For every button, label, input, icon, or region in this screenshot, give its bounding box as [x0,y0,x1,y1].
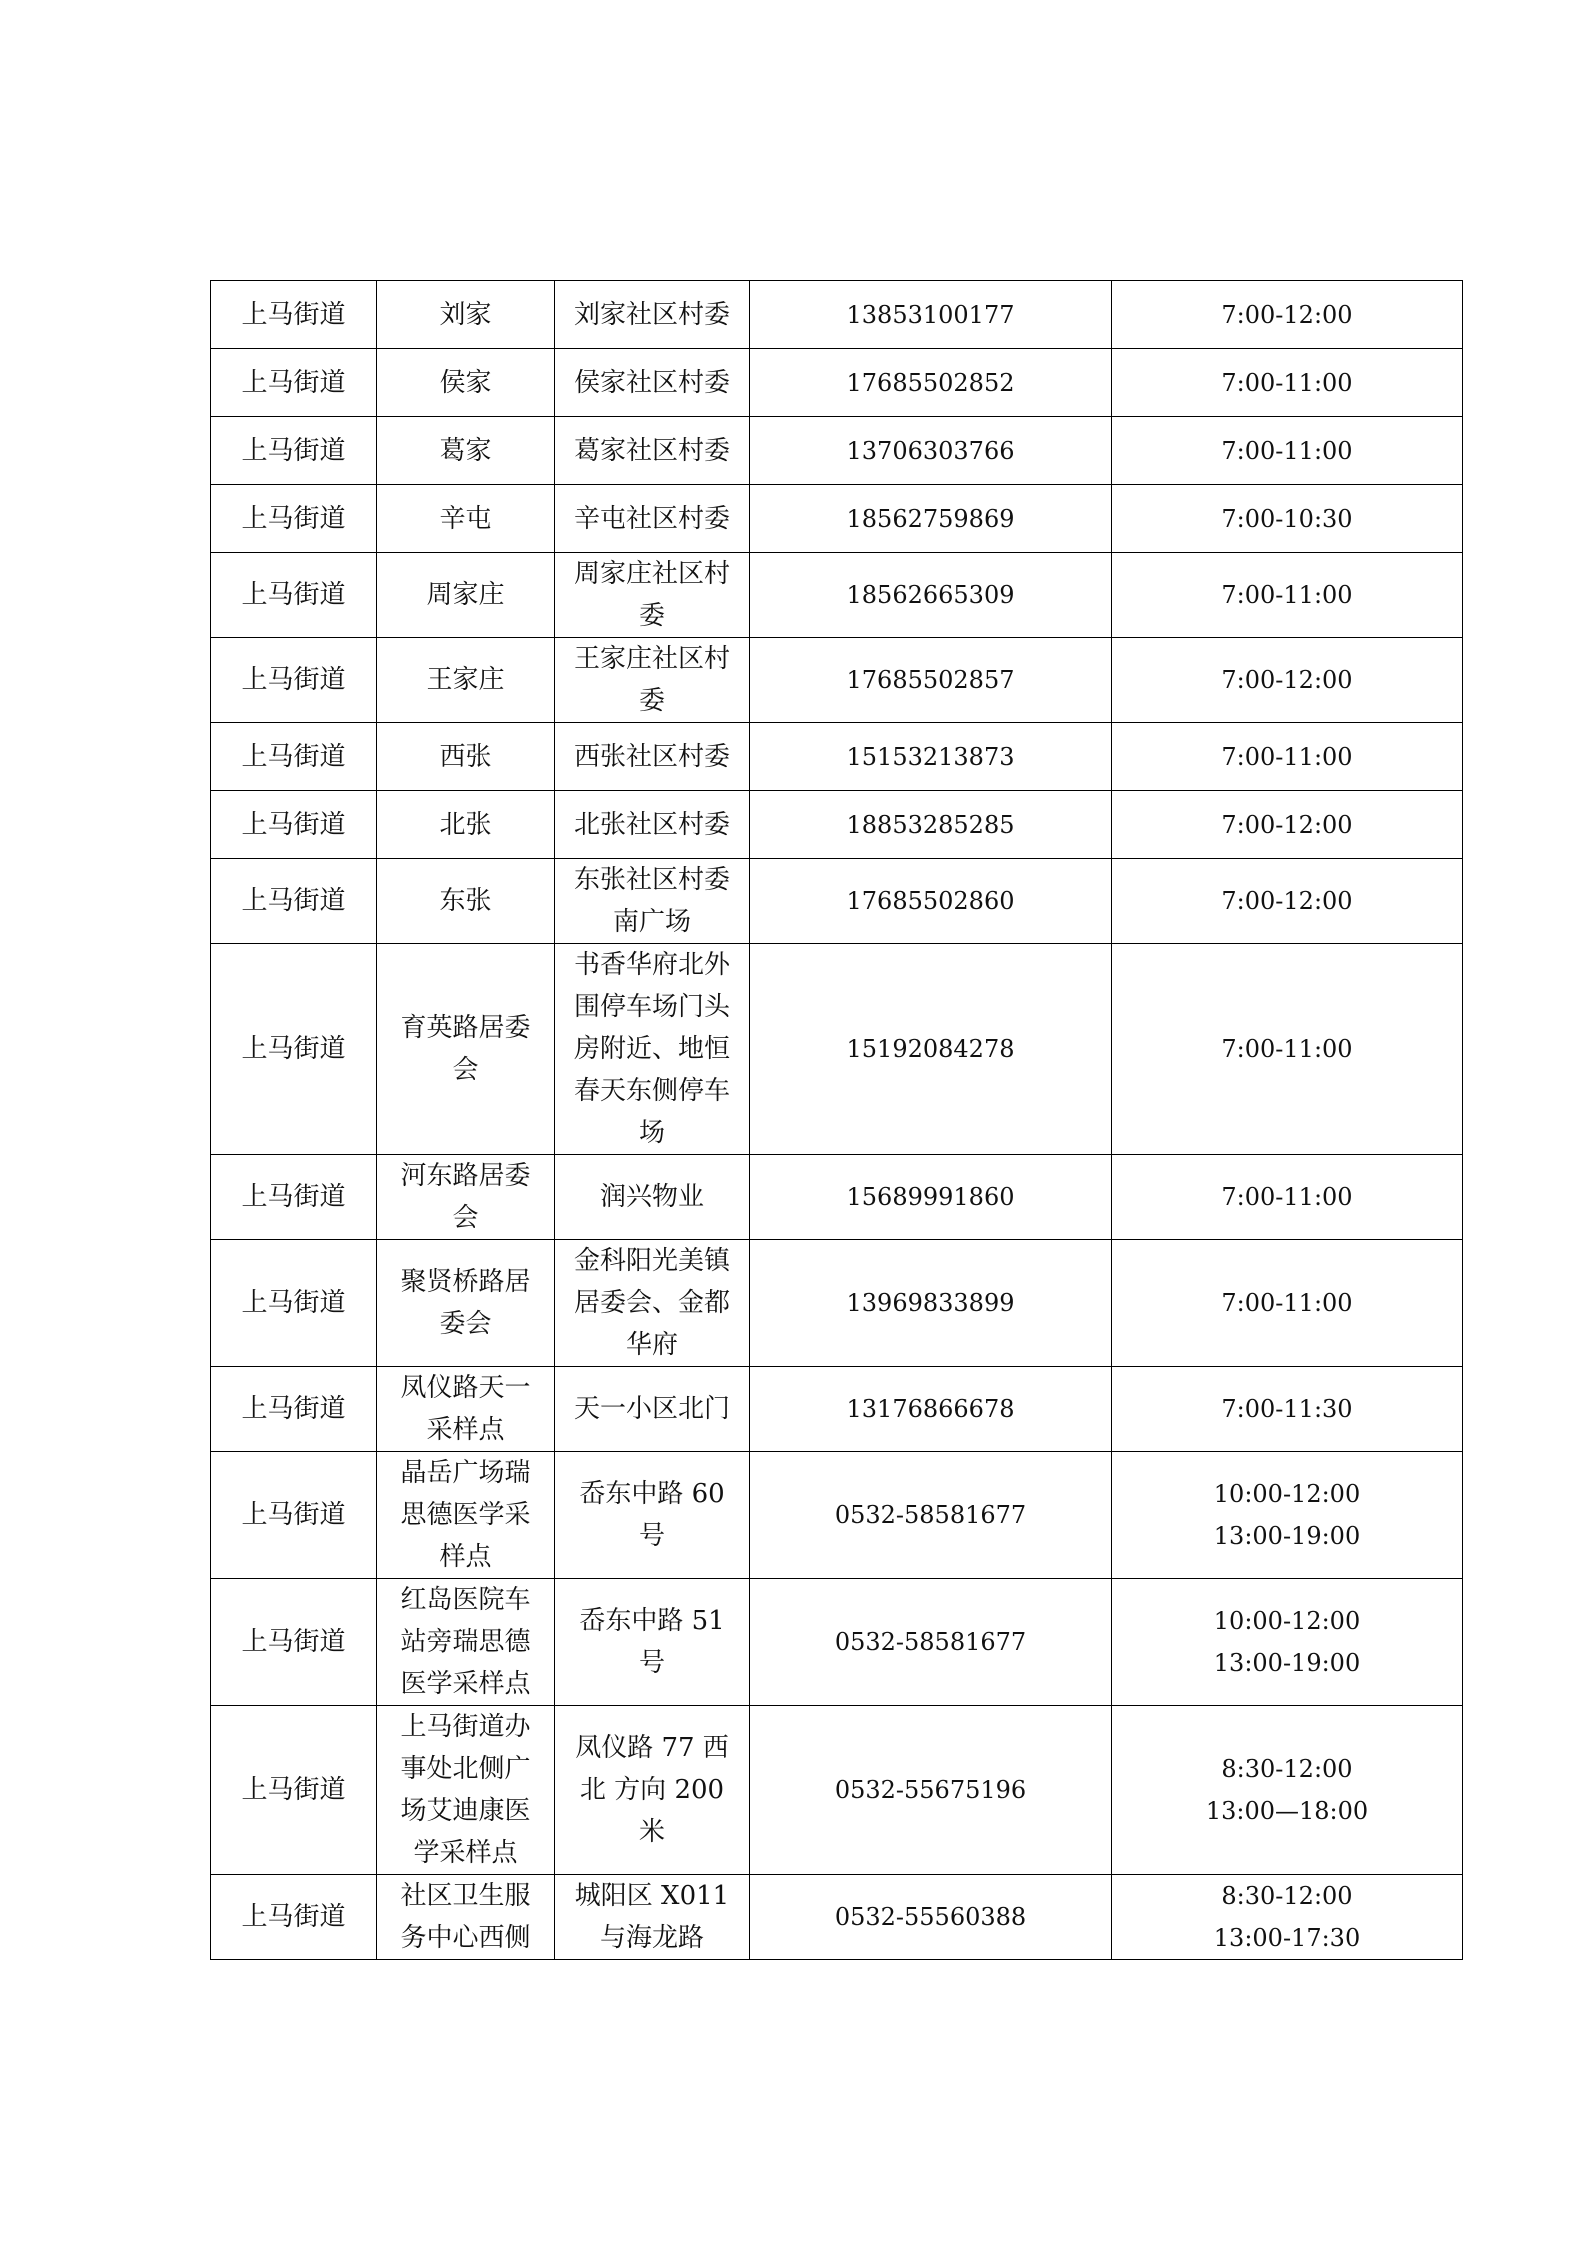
table-row [211,1875,1463,1960]
street-cell: 上马街道 [211,859,377,944]
hours-cell: 7:00-11:00 [1112,944,1463,1155]
street-cell: 上马街道 [211,417,377,485]
community-cell: 侯家 [377,349,555,417]
phone-cell: 0532-55560388 [750,1875,1112,1960]
hours-cell [1112,1706,1463,1875]
community-cell: 凤仪路天一采样点 [377,1367,555,1452]
hours-cell: 7:00-11:00 [1112,723,1463,791]
location-cell: 北张社区村委 [555,791,750,859]
street-cell: 上马街道 [211,638,377,723]
community-cell: 周家庄 [377,553,555,638]
table-row [211,1240,1463,1367]
community-cell: 红岛医院车站旁瑞思德医学采样点 [377,1579,555,1706]
street-cell: 上马街道 [211,723,377,791]
phone-cell: 15192084278 [750,944,1112,1155]
sampling-site-table [210,280,1463,1960]
phone-cell: 15689991860 [750,1155,1112,1240]
hours-range: 13:00—18:00 [1205,1797,1369,1825]
street-cell: 上马街道 [211,281,377,349]
location-cell: 西张社区村委 [555,723,750,791]
community-cell: 北张 [377,791,555,859]
location-cell: 岙东中路 60 号 [555,1452,750,1579]
location-cell: 金科阳光美镇居委会、金都华府 [555,1240,750,1367]
community-cell: 上马街道办事处北侧广场艾迪康医学采样点 [377,1706,555,1875]
hours-range: 10:00-12:00 [1213,1480,1361,1508]
hours-cell: 7:00-11:00 [1112,417,1463,485]
location-cell: 城阳区 X011 与海龙路 [555,1875,750,1960]
street-cell: 上马街道 [211,791,377,859]
table-row [211,638,1463,723]
location-cell: 岙东中路 51 号 [555,1579,750,1706]
hours-range: 10:00-12:00 [1213,1607,1361,1635]
hours-cell [1112,1875,1463,1960]
street-cell: 上马街道 [211,553,377,638]
phone-cell: 18562665309 [750,553,1112,638]
street-cell: 上马街道 [211,1579,377,1706]
phone-cell: 0532-58581677 [750,1452,1112,1579]
street-cell: 上马街道 [211,944,377,1155]
table-row [211,1452,1463,1579]
table-row [211,944,1463,1155]
location-cell: 侯家社区村委 [555,349,750,417]
hours-cell [1112,1579,1463,1706]
location-cell: 东张社区村委南广场 [555,859,750,944]
phone-cell: 18562759869 [750,485,1112,553]
hours-range: 13:00-19:00 [1213,1649,1361,1677]
hours-range: 8:30-12:00 [1221,1755,1353,1783]
location-cell: 润兴物业 [555,1155,750,1240]
phone-cell: 17685502852 [750,349,1112,417]
hours-range: 8:30-12:00 [1221,1882,1353,1910]
hours-range: 13:00-19:00 [1213,1522,1361,1550]
table-row [211,791,1463,859]
phone-cell: 0532-55675196 [750,1706,1112,1875]
hours-cell: 7:00-11:00 [1112,553,1463,638]
community-cell: 育英路居委会 [377,944,555,1155]
street-cell: 上马街道 [211,349,377,417]
hours-cell: 7:00-10:30 [1112,485,1463,553]
location-cell: 王家庄社区村委 [555,638,750,723]
street-cell: 上马街道 [211,1706,377,1875]
phone-cell: 18853285285 [750,791,1112,859]
street-cell: 上马街道 [211,1367,377,1452]
location-cell: 书香华府北外围停车场门头房附近、地恒春天东侧停车场 [555,944,750,1155]
phone-cell: 17685502857 [750,638,1112,723]
community-cell: 葛家 [377,417,555,485]
phone-cell: 15153213873 [750,723,1112,791]
street-cell: 上马街道 [211,1155,377,1240]
community-cell: 王家庄 [377,638,555,723]
phone-cell: 13706303766 [750,417,1112,485]
street-cell: 上马街道 [211,1452,377,1579]
table-row [211,281,1463,349]
hours-cell: 7:00-12:00 [1112,638,1463,723]
phone-cell: 13853100177 [750,281,1112,349]
table-row [211,349,1463,417]
community-cell: 晶岳广场瑞思德医学采样点 [377,1452,555,1579]
hours-cell: 7:00-11:30 [1112,1367,1463,1452]
location-cell: 凤仪路 77 西北 方向 200 米 [555,1706,750,1875]
location-cell: 刘家社区村委 [555,281,750,349]
table-row [211,859,1463,944]
community-cell: 西张 [377,723,555,791]
table-row [211,553,1463,638]
table-row [211,417,1463,485]
hours-cell: 7:00-12:00 [1112,859,1463,944]
hours-cell [1112,1452,1463,1579]
street-cell: 上马街道 [211,1240,377,1367]
hours-cell: 7:00-12:00 [1112,281,1463,349]
phone-cell: 13176866678 [750,1367,1112,1452]
location-cell: 葛家社区村委 [555,417,750,485]
hours-range: 13:00-17:30 [1213,1924,1361,1952]
hours-cell: 7:00-11:00 [1112,1155,1463,1240]
street-cell: 上马街道 [211,485,377,553]
community-cell: 刘家 [377,281,555,349]
street-cell: 上马街道 [211,1875,377,1960]
phone-cell: 13969833899 [750,1240,1112,1367]
table-row [211,1155,1463,1240]
table-row [211,723,1463,791]
hours-cell: 7:00-11:00 [1112,1240,1463,1367]
table-row [211,1706,1463,1875]
table-row [211,1579,1463,1706]
hours-cell: 7:00-11:00 [1112,349,1463,417]
community-cell: 东张 [377,859,555,944]
location-cell: 天一小区北门 [555,1367,750,1452]
community-cell: 辛屯 [377,485,555,553]
table-row [211,1367,1463,1452]
community-cell: 聚贤桥路居委会 [377,1240,555,1367]
hours-cell: 7:00-12:00 [1112,791,1463,859]
location-cell: 辛屯社区村委 [555,485,750,553]
community-cell: 河东路居委会 [377,1155,555,1240]
phone-cell: 0532-58581677 [750,1579,1112,1706]
phone-cell: 17685502860 [750,859,1112,944]
location-cell: 周家庄社区村委 [555,553,750,638]
community-cell: 社区卫生服务中心西侧 [377,1875,555,1960]
table-row [211,485,1463,553]
